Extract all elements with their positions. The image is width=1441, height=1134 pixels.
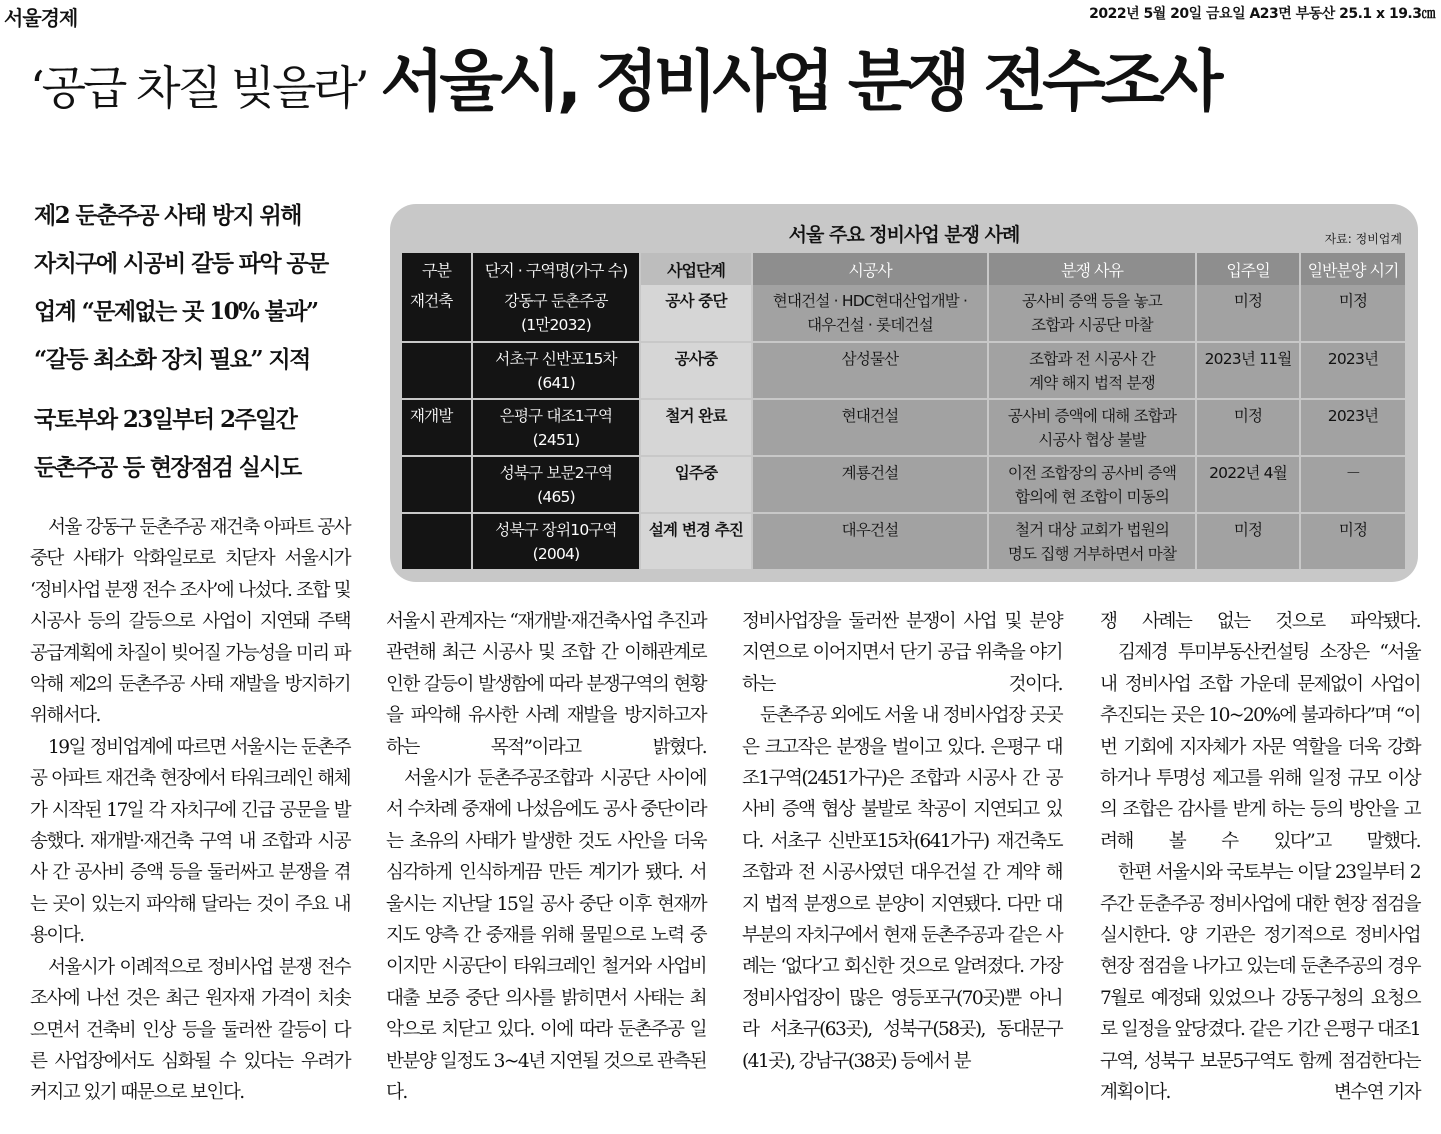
headline-main: 서울시, 정비사업 분쟁 전수조사 (380, 43, 1219, 120)
cell-stage: 입주중 (640, 456, 752, 513)
builder-line: 현대건설 · HDC현대산업개발 · (772, 292, 968, 310)
reason-line: 이전 조합장의 공사비 증액 (1007, 464, 1177, 482)
cell-complex (472, 399, 640, 456)
article-column-2 (386, 606, 706, 1109)
cell-sale: 2023년 (1300, 399, 1406, 456)
subheads (34, 192, 364, 492)
article-paragraph: 김제경 투미부동산컨설팅 소장은 “서울 내 정비사업 조합 가운데 문제없이 사업이 추진되는 곳은 10~20%에 불과하다”며 “이번 기회에 지자체가 자문 역할을 더욱 강화하거나 투명성 제고를 위해 일정 규모 이상의 조합은 감사를 받게 하는 등의 방안을 고려해 볼 수 있다”고 말했다. (1100, 642, 1420, 852)
cell-move-in: 미정 (1196, 285, 1300, 342)
reason-line: 계약 해지 법적 분쟁 (1029, 374, 1155, 392)
cell-stage: 공사중 (640, 342, 752, 399)
article-paragraph: 쟁 사례는 없는 것으로 파악됐다. (1100, 611, 1420, 632)
reason-line: 합의에 현 조합이 미동의 (1014, 488, 1170, 506)
article-paragraph (1100, 857, 1420, 1108)
subhead-line: “갈등 최소화 장치 필요” 지적 (34, 346, 310, 373)
dateline: 2022년 5월 20일 금요일 A23면 부동산 25.1 x 19.3㎝ (1089, 6, 1435, 22)
table-source: 자료: 정비업계 (1324, 232, 1402, 246)
complex-name: 성북구 보문2구역 (499, 464, 613, 482)
table-row (402, 399, 1406, 456)
cell-category (402, 456, 472, 513)
subhead-line: 국토부와 23일부터 2주일간 (34, 406, 297, 433)
article-column-1 (30, 512, 350, 1109)
article-paragraph: 둔촌주공 외에도 서울 내 정비사업장 곳곳은 크고작은 분쟁을 벌이고 있다. 은평구 대조1구역(2451가구)은 조합과 시공사 간 공사비 증액 협상 불발로 착공이 지연되고 있다. 서초구 신반포15차(641가구) 재건축도 조합과 전 시공사였던 대우건설 간 계약 해지 법적 분쟁으로 분양이 지연됐다. 다만 대부분의 자치구에서 현재 둔촌주공과 같은 사례는 ‘없다’고 회신한 것으로 알려졌다. 가장 정비사업장이 많은 영등포구(70곳)뿐 아니라 서초구(63곳), 성북구(58곳), 동대문구(41곳), 강남구(38곳) 등에서 분 (742, 705, 1062, 1072)
cell-complex (472, 456, 640, 513)
dispute-table-box (390, 204, 1418, 582)
byline: 변수연 기자 (1333, 1082, 1420, 1104)
table-row (402, 342, 1406, 399)
cell-builder (752, 456, 988, 513)
cell-builder (752, 342, 988, 399)
cell-builder (752, 513, 988, 570)
reason-line: 조합과 시공단 마찰 (1031, 316, 1153, 334)
cell-stage: 공사 중단 (640, 285, 752, 342)
cell-sale: － (1300, 456, 1406, 513)
masthead: 서울경제 (4, 6, 78, 30)
complex-name: 서초구 신반포15차 (495, 350, 617, 368)
builder-line: 계룡건설 (841, 464, 899, 482)
cell-sale: 미정 (1300, 285, 1406, 342)
table-title: 서울 주요 정비사업 분쟁 사례 (788, 224, 1020, 246)
cell-reason (988, 342, 1196, 399)
cell-sale: 2023년 (1300, 342, 1406, 399)
cell-complex (472, 513, 640, 570)
reason-line: 철거 대상 교회가 법원의 (1014, 521, 1170, 539)
table-row (402, 513, 1406, 570)
cell-category (402, 342, 472, 399)
subhead-line: 업계 “문제없는 곳 10% 불과” (34, 298, 318, 325)
cell-move-in: 2023년 11월 (1196, 342, 1300, 399)
header-category: 구분 (402, 253, 472, 285)
table-row (402, 285, 1406, 342)
household-count: (2004) (532, 545, 580, 563)
household-count: (1만2032) (521, 316, 591, 334)
household-count: (465) (537, 488, 575, 506)
reason-line: 명도 집행 거부하면서 마찰 (1007, 545, 1177, 563)
cell-reason (988, 399, 1196, 456)
subhead-line: 둔촌주공 등 현장점검 실시도 (34, 454, 301, 481)
cell-category: 재개발 (402, 399, 472, 456)
builder-line: 현대건설 (841, 407, 899, 425)
header-sale: 일반분양 시기 (1300, 253, 1406, 285)
cell-stage: 철거 완료 (640, 399, 752, 456)
household-count: (2451) (532, 431, 580, 449)
cell-complex (472, 342, 640, 399)
complex-name: 성북구 장위10구역 (495, 521, 617, 539)
cell-builder (752, 399, 988, 456)
cell-reason (988, 456, 1196, 513)
reason-line: 시공사 협상 불발 (1038, 431, 1146, 449)
header-complex: 단지 · 구역명(가구 수) (472, 253, 640, 285)
paragraph-text: 한편 서울시와 국토부는 이달 23일부터 2주간 둔춘주공 정비사업에 대한 현장 점검을 실시한다. 양 기관은 정기적으로 정비사업 현장 점검을 나가고 있는데 둔촌주공의 경우 7월로 예정돼 있었으나 강동구청의 요청으로 일정을 앞당겼다. 같은 기간 은평구 대조1구역, 성북구 보문5구역도 함께 점검한다는 계획이다. (1100, 862, 1420, 1104)
article-column-3 (742, 606, 1062, 1077)
complex-name: 은평구 대조1구역 (499, 407, 613, 425)
table-row (402, 456, 1406, 513)
header-move-in: 입주일 (1196, 253, 1300, 285)
article-column-4 (1100, 606, 1420, 1109)
article-paragraph: 서울시가 둔촌주공조합과 시공단 사이에서 수차례 중재에 나섰음에도 공사 중단이라는 초유의 사태가 발생한 것도 사안을 더욱 심각하게 인식하게끔 만든 계기가 됐다. 서울시는 지난달 15일 공사 중단 이후 현재까지도 양측 간 중재를 위해 물밑으로 노력 중이지만 시공단이 타워크레인 철거와 사업비 대출 보증 중단 의사를 밝히면서 사태는 최악으로 치닫고 있다. 이에 따라 둔촌주공 일반분양 일정도 3~4년 지연될 것으로 관측된다. (386, 768, 706, 1104)
cell-move-in: 미정 (1196, 399, 1300, 456)
cell-move-in: 2022년 4월 (1196, 456, 1300, 513)
cell-builder (752, 285, 988, 342)
cell-category: 재건축 (402, 285, 472, 342)
article-paragraph: 서울시 관계자는 “재개발·재건축사업 추진과 관련해 최근 시공사 및 조합 간 이해관계로 인한 갈등이 발생함에 따라 분쟁구역의 현황을 파악해 유사한 사례 재발을 방지하고자 하는 목적”이라고 밝혔다. (386, 611, 706, 758)
builder-line: 삼성물산 (841, 350, 899, 368)
header-stage: 사업단계 (640, 253, 752, 285)
article-paragraph: 서울 강동구 둔촌주공 재건축 아파트 공사 중단 사태가 악화일로로 치닫자 서울시가 ‘정비사업 분쟁 전수 조사’에 나섰다. 조합 및 시공사 등의 갈등으로 사업이 지연돼 주택 공급계획에 차질이 빚어질 가능성을 미리 파악해 제2의 둔촌주공 사태 재발을 방지하기 위해서다. (30, 517, 350, 727)
subhead-line: 자치구에 시공비 갈등 파악 공문 (34, 250, 328, 277)
headline (30, 28, 1430, 123)
reason-line: 공사비 증액 등을 놓고 (1022, 292, 1162, 310)
cell-reason (988, 513, 1196, 570)
reason-line: 조합과 전 시공사 간 (1029, 350, 1155, 368)
article-paragraph: 19일 정비업계에 따르면 서울시는 둔촌주공 아파트 재건축 현장에서 타워크레인 해체가 시작된 17일 각 자치구에 긴급 공문을 발송했다. 재개발·재건축 구역 내 조합과 시공사 간 공사비 증액 등을 둘러싸고 분쟁을 겪는 곳이 있는지 파악해 달라는 것이 주요 내용이다. (30, 736, 350, 947)
complex-name: 강동구 둔촌주공 (504, 292, 608, 310)
dispute-table (402, 253, 1407, 571)
builder-line: 대우건설 · 롯데건설 (807, 316, 933, 334)
builder-line: 대우건설 (841, 521, 899, 539)
header-reason: 분쟁 사유 (988, 253, 1196, 285)
article-paragraph: 정비사업장을 둘러싼 분쟁이 사업 및 분양 지연으로 이어지면서 단기 공급 위축을 야기하는 것이다. (742, 611, 1062, 695)
article-paragraph: 서울시가 이례적으로 정비사업 분쟁 전수 조사에 나선 것은 최근 원자재 가격이 치솟으면서 건축비 인상 등을 둘러싼 갈등이 다른 사업장에서도 심화될 수 있다는 우려가 커지고 있기 때문으로 보인다. (30, 956, 350, 1104)
cell-complex (472, 285, 640, 342)
table-header-row (402, 253, 1406, 285)
headline-kicker: ‘공급 차질 빚을라’ (30, 61, 367, 115)
cell-sale: 미정 (1300, 513, 1406, 570)
subhead-line: 제2 둔춘주공 사태 방지 위해 (34, 202, 301, 229)
household-count: (641) (537, 374, 575, 392)
cell-reason (988, 285, 1196, 342)
cell-move-in: 미정 (1196, 513, 1300, 570)
header-builder: 시공사 (752, 253, 988, 285)
cell-category (402, 513, 472, 570)
cell-stage: 설계 변경 추진 (640, 513, 752, 570)
reason-line: 공사비 증액에 대해 조합과 (1007, 407, 1177, 425)
